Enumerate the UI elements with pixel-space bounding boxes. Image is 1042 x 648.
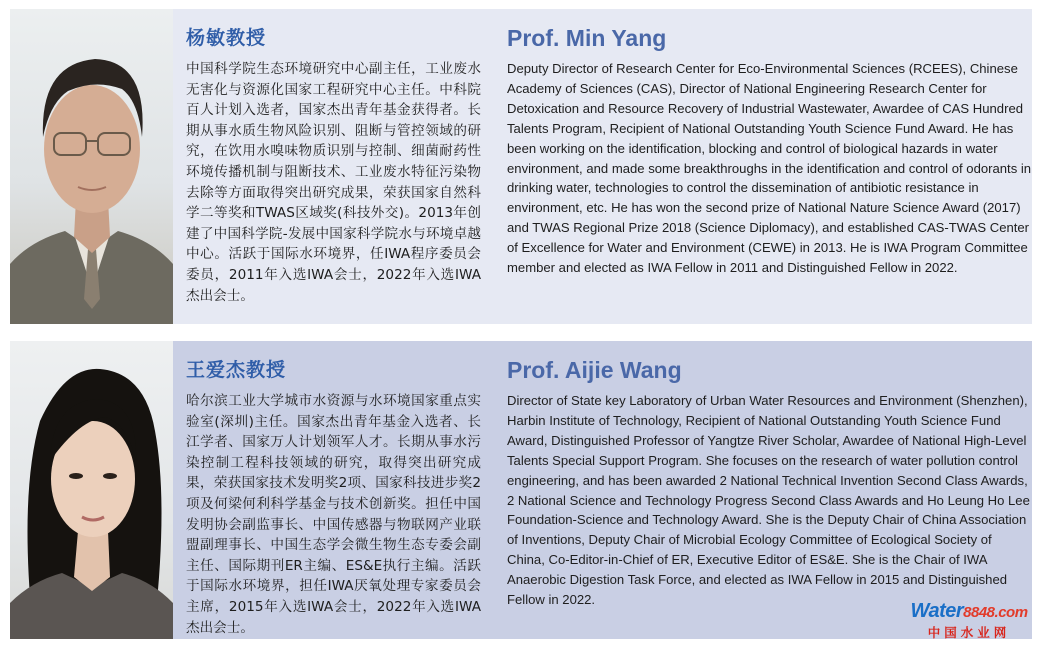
watermark-logo-suffix: .com	[994, 604, 1028, 621]
chinese-name: 杨敏教授	[186, 27, 267, 49]
portrait-photo-aijie-wang	[10, 341, 173, 639]
profile-card-aijie-wang	[10, 341, 1032, 639]
profile-card-min-yang	[10, 9, 1032, 324]
english-bio: Director of State key Laboratory of Urban Water Resources and Environment (Shenzhen), Harbin Institute of Technology, Recipient of National Outstanding Youth Science Fund Award, Distinguished Professor of Yangtze River Scholar, Awardee of National High-Level Talents Special Support Program. She focuses on the research of water pollution control engineering, and has been awarded 2 National Technical Invention Second Class Awards, 2 National Science and Technology Progress Second Class Awards and Ho Leung Ho Lee Foundation-Science and Technology Award. She is the Deputy Chair of China Association of Inventions, Deputy Chair of Microbial Ecology Committee of Ecological Society of China, Co-Editor-in-Chief of ER, Executive Editor of ES&E. She is the Chair of IWA Anaerobic Digestion Task Force, and elected as IWA Fellow in 2015 and Distinguished Fellow in 2022.	[507, 393, 1030, 608]
portrait-photo-min-yang	[10, 9, 173, 324]
chinese-bio-column	[173, 9, 495, 324]
portrait-man-icon	[10, 9, 173, 324]
chinese-name: 王爱杰教授	[186, 359, 287, 381]
english-name: Prof. Min Yang	[507, 25, 667, 51]
site-watermark	[904, 600, 1034, 642]
english-name: Prof. Aijie Wang	[507, 357, 682, 383]
english-bio: Deputy Director of Research Center for Eco-Environmental Sciences (RCEES), Chinese Academy of Sciences (CAS), Director of National Engineering Research Center for Detoxication and Resource Recovery of Industrial Wastewater, Awardee of CAS Hundred Talents Program, Recipient of National Outstanding Youth Science Fund Award. He has been working on the identification, blocking and control of biological hazards in water environment, and made some breakthroughs in the identification and control of odorants in drinking water, technologies to control the dissemination of antibiotic resistance in environment, etc. He has won the second prize of National Nature Science Award (2017) and TWAS Regional Prize 2018 (Science Diplomacy), and established CAS-TWAS Center of Excellence for Water and Environment (CEWE) in 2013. He is IWA Program Committee member and elected as IWA Fellow in 2011 and Distinguished Fellow in 2022.	[507, 61, 1032, 276]
watermark-logo	[904, 600, 1034, 624]
watermark-logo-number: 8848	[963, 604, 995, 621]
english-bio-column	[495, 341, 1032, 639]
portrait-woman-icon	[10, 341, 173, 639]
chinese-bio: 中国科学院生态环境研究中心副主任，工业废水无害化与资源化国家工程研究中心主任。中科院百人计划入选者，国家杰出青年基金获得者。长期从事水质生物风险识别、阻断与管控领域的研究，在饮用水嗅味物质识别与控制、细菌耐药性环境传播机制与阻断技术、工业废水特征污染物去除等方面取得突出研究成果，荣获国家自然科学二等奖和TWAS区域奖(科技外交)。2013年创建了中国科学院-发展中国家科学院水与环境卓越中心。活跃于国际水环境界，任IWA程序委员会委员，2011年入选IWA会士，2022年入选IWA杰出会士。	[186, 61, 481, 304]
watermark-logo-text: Water	[910, 600, 964, 622]
english-bio-column	[495, 9, 1032, 324]
watermark-subtitle: 中国水业网	[927, 625, 1011, 640]
chinese-bio: 哈尔滨工业大学城市水资源与水环境国家重点实验室(深圳)主任。国家杰出青年基金入选者、长江学者、国家万人计划领军人才。长期从事水污染控制工程科技领域的研究，取得突出研究成果，荣获国家技术发明奖2项、国家科技进步奖2项及何梁何利科学基金与技术创新奖。担任中国发明协会副监事长、中国传感器与物联网产业联盟副理事长、中国生态学会微生物生态专委会副主任、国际期刊ER主编、ES&E执行主编。活跃于国际水环境界，担任IWA厌氧处理专家委员会主席，2015年入选IWA会士，2022年入选IWA杰出会士。	[186, 393, 481, 636]
chinese-bio-column	[173, 341, 495, 639]
